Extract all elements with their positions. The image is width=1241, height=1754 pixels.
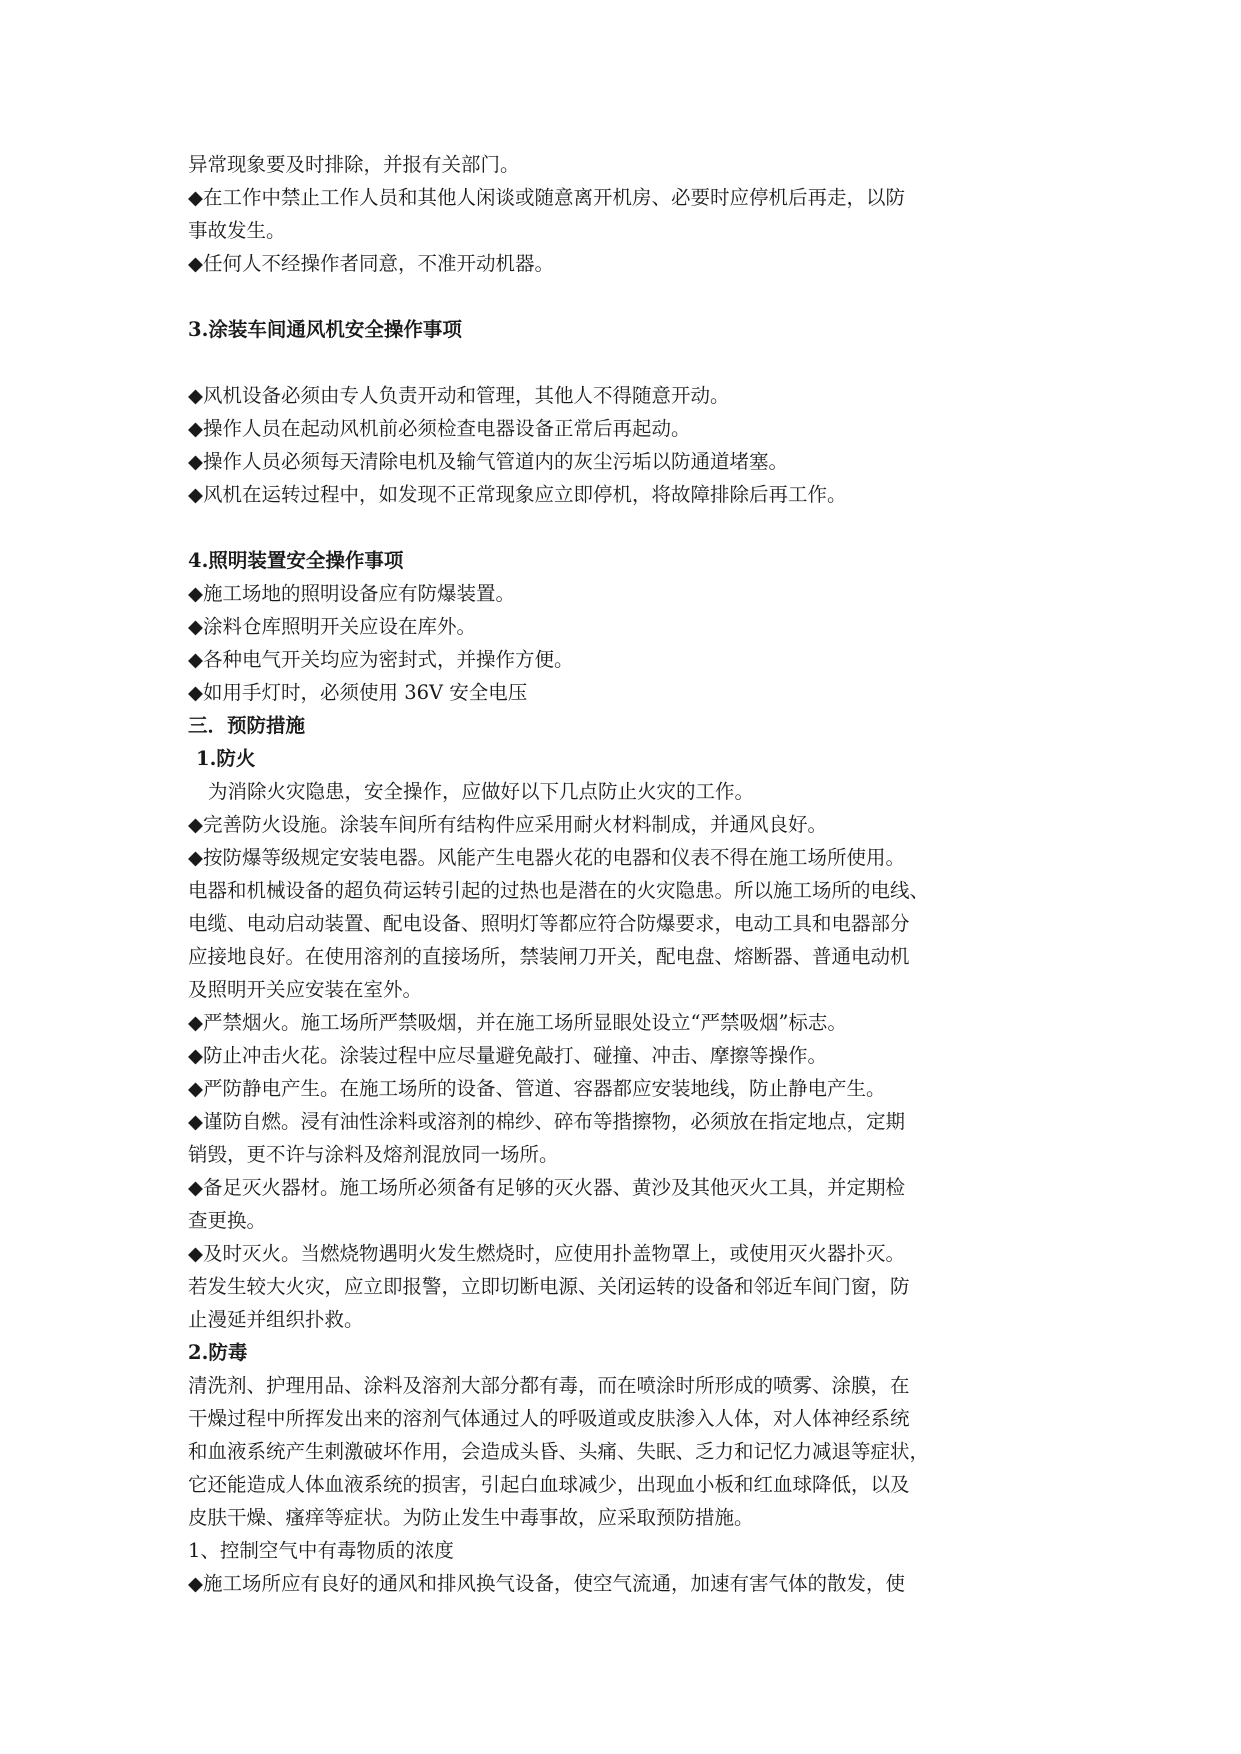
bullet-item: ◆施工场地的照明设备应有防爆装置。	[188, 582, 515, 605]
subsection-heading-poison: 2.防毒	[188, 1341, 248, 1364]
paragraph-line: 若发生较大火灾，应立即报警，立即切断电源、关闭运转的设备和邻近车间门窗，防	[188, 1275, 910, 1298]
paragraph-line: 事故发生。	[188, 219, 286, 242]
bullet-item: ◆备足灭火器材。施工场所必须备有足够的灭火器、黄沙及其他灭火工具，并定期检	[188, 1176, 905, 1199]
bullet-item: ◆谨防自燃。浸有油性涂料或溶剂的棉纱、碎布等揩擦物，必须放在指定地点，定期	[188, 1110, 905, 1133]
paragraph-line: 销毁，更不许与涂料及熔剂混放同一场所。	[188, 1143, 559, 1166]
section-heading-lighting: 4.照明装置安全操作事项	[188, 549, 404, 572]
bullet-item: ◆风机设备必须由专人负责开动和管理，其他人不得随意开动。	[188, 384, 730, 407]
paragraph-line: 应接地良好。在使用溶剂的直接场所，禁装闸刀开关，配电盘、熔断器、普通电动机	[188, 945, 910, 968]
paragraph-line: 止漫延并组织扑救。	[188, 1308, 364, 1331]
document-page	[188, 148, 1068, 1600]
bullet-item: ◆及时灭火。当燃烧物遇明火发生燃烧时，应使用扑盖物罩上，或使用灭火器扑灭。	[188, 1242, 905, 1265]
bullet-item: ◆严禁烟火。施工场所严禁吸烟，并在施工场所显眼处设立“严禁吸烟”标志。	[188, 1011, 847, 1034]
paragraph-line: 干燥过程中所挥发出来的溶剂气体通过人的呼吸道或皮肤渗入人体，对人体神经系统	[188, 1407, 910, 1430]
paragraph-line: 它还能造成人体血液系统的损害，引起白血球减少，出现血小板和红血球降低，以及	[188, 1473, 910, 1496]
paragraph-line: 为消除火灾隐患，安全操作，应做好以下几点防止火灾的工作。	[208, 780, 755, 803]
spacer	[188, 346, 1068, 379]
spacer	[188, 280, 1068, 313]
paragraph-line: 清洗剂、护理用品、涂料及溶剂大部分都有毒，而在喷涂时所形成的喷雾、涂膜，在	[188, 1374, 910, 1397]
bullet-item: ◆操作人员在起动风机前必须检查电器设备正常后再起动。	[188, 417, 691, 440]
bullet-item: ◆施工场所应有良好的通风和排风换气设备，使空气流通，加速有害气体的散发，使	[188, 1572, 905, 1595]
paragraph-line: 皮肤干燥、瘙痒等症状。为防止发生中毒事故，应采取预防措施。	[188, 1506, 754, 1529]
paragraph-line: 电缆、电动启动装置、配电设备、照明灯等都应符合防爆要求，电动工具和电器部分	[188, 912, 910, 935]
bullet-item: ◆完善防火设施。涂装车间所有结构件应采用耐火材料制成，并通风良好。	[188, 813, 827, 836]
paragraph-line: 查更换。	[188, 1209, 267, 1232]
paragraph-line: 及照明开关应安装在室外。	[188, 978, 423, 1001]
bullet-item: ◆按防爆等级规定安装电器。风能产生电器火花的电器和仪表不得在施工场所使用。	[188, 846, 905, 869]
paragraph-line: 异常现象要及时排除，并报有关部门。	[188, 153, 520, 176]
bullet-item: ◆任何人不经操作者同意，不准开动机器。	[188, 252, 554, 275]
bullet-item: ◆风机在运转过程中，如发现不正常现象应立即停机，将故障排除后再工作。	[188, 483, 847, 506]
bullet-item: ◆在工作中禁止工作人员和其他人闲谈或随意离开机房、必要时应停机后再走，以防	[188, 186, 905, 209]
bullet-item: ◆操作人员必须每天清除电机及输气管道内的灰尘污垢以防通道堵塞。	[188, 450, 788, 473]
bullet-item: ◆涂料仓库照明开关应设在库外。	[188, 615, 476, 638]
bullet-item: ◆防止冲击火花。涂装过程中应尽量避免敲打、碰撞、冲击、摩擦等操作。	[188, 1044, 827, 1067]
bullet-item: ◆如用手灯时，必须使用 36V 安全电压	[188, 681, 528, 704]
subsection-heading-fire: 1.防火	[196, 747, 256, 770]
paragraph-line: 电器和机械设备的超负荷运转引起的过热也是潜在的火灾隐患。所以施工场所的电线、	[188, 879, 930, 902]
bullet-item: ◆各种电气开关均应为密封式，并操作方便。	[188, 648, 574, 671]
section-heading-ventilation: 3.涂装车间通风机安全操作事项	[188, 318, 462, 341]
section-heading-prevention: 三．预防措施	[188, 714, 306, 737]
bullet-item: ◆严防静电产生。在施工场所的设备、管道、容器都应安装地线，防止静电产生。	[188, 1077, 886, 1100]
spacer	[188, 511, 1068, 544]
paragraph-line: 和血液系统产生刺激破坏作用，会造成头昏、头痛、失眠、乏力和记忆力减退等症状，	[188, 1440, 930, 1463]
numbered-item: 1、控制空气中有毒物质的浓度	[188, 1539, 454, 1562]
